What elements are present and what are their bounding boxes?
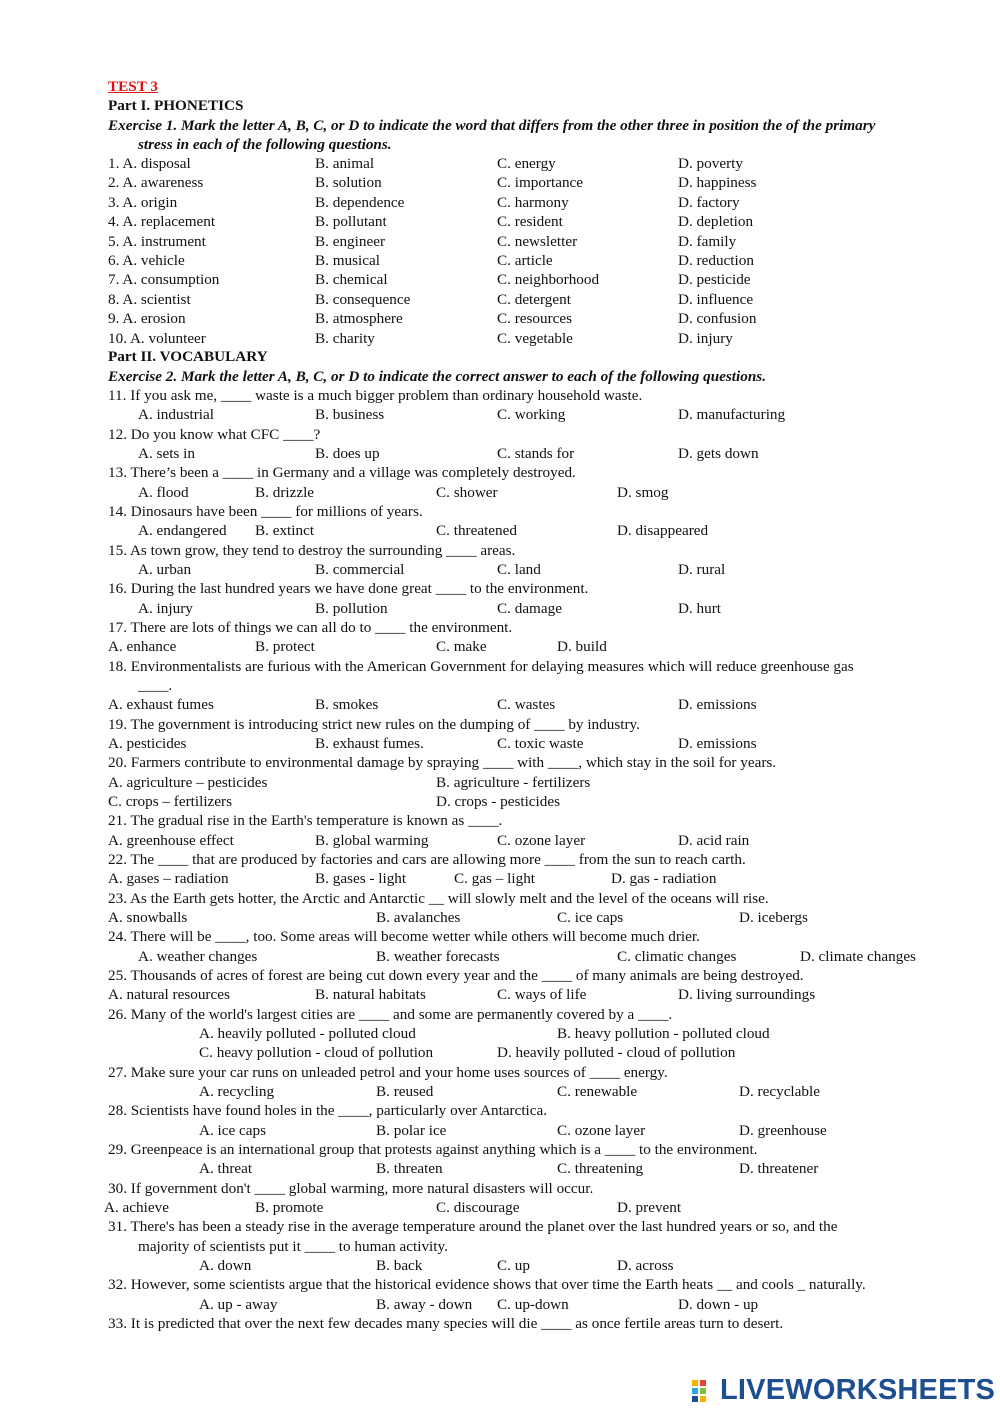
option-a[interactable]: A. achieve: [104, 1199, 169, 1216]
option-c[interactable]: C. climatic changes: [617, 948, 737, 965]
exercise1-instruction: Exercise 1. Mark the letter A, B, C, or D to indicate the word that differs from the other three in position the of the primary: [108, 117, 876, 134]
option-b[interactable]: B. consequence: [315, 290, 411, 308]
option-c[interactable]: C. land: [497, 561, 541, 578]
option-c[interactable]: C. up-down: [497, 1296, 569, 1313]
option-a[interactable]: A. heavily polluted - polluted cloud: [199, 1025, 416, 1042]
options-18: [108, 695, 960, 714]
option-a[interactable]: A. gases – radiation: [108, 870, 229, 887]
part2-heading: Part II. VOCABULARY: [108, 348, 268, 365]
options-16: [108, 599, 960, 618]
option-b[interactable]: B. engineer: [315, 232, 386, 250]
option-a[interactable]: A. sets in: [138, 445, 195, 462]
option-c[interactable]: C. damage: [497, 600, 562, 617]
question-12: 12. Do you know what CFC ____?: [108, 426, 321, 443]
option-d[interactable]: D. emissions: [678, 735, 757, 752]
option-a[interactable]: A. threat: [199, 1160, 253, 1177]
option-c[interactable]: C. energy: [497, 155, 556, 172]
phonetics-row-1: [108, 154, 960, 173]
option-b[interactable]: B. dependence: [315, 193, 405, 211]
phonetics-row-6: [108, 251, 960, 270]
option-d[interactable]: D. reduction: [678, 252, 754, 269]
options-25: [108, 985, 960, 1004]
option-c[interactable]: C. harmony: [497, 193, 569, 211]
option-c[interactable]: C. heavy pollution - cloud of pollution: [199, 1044, 434, 1061]
option-c[interactable]: C. working: [497, 406, 566, 423]
option-c[interactable]: C. shower: [436, 484, 498, 501]
option-d[interactable]: D. crops - pesticides: [436, 793, 560, 810]
option-c[interactable]: C. stands for: [497, 445, 575, 462]
part1-heading: Part I. PHONETICS: [108, 97, 244, 114]
option-b[interactable]: B. protect: [255, 638, 315, 655]
option-b[interactable]: B. animal: [315, 155, 375, 172]
options-31: [108, 1256, 960, 1275]
option-d[interactable]: D. acid rain: [678, 832, 750, 849]
phonetics-row-4: [108, 212, 960, 231]
option-a[interactable]: 10. A. volunteer: [108, 329, 206, 347]
options-26-ab: [108, 1024, 960, 1043]
options-12: [108, 444, 960, 463]
option-d[interactable]: D. pesticide: [678, 271, 751, 289]
option-a[interactable]: A. down: [199, 1257, 252, 1274]
option-b[interactable]: B. pollutant: [315, 213, 387, 231]
option-d[interactable]: D. recyclable: [739, 1083, 820, 1100]
option-c[interactable]: C. ways of life: [497, 986, 587, 1003]
phonetics-row-9: [108, 309, 960, 328]
option-d[interactable]: D. living surroundings: [678, 986, 816, 1003]
option-b[interactable]: B. charity: [315, 329, 375, 347]
option-c[interactable]: C. toxic waste: [497, 735, 584, 752]
option-b[interactable]: B. extinct: [255, 522, 315, 539]
option-b[interactable]: B. heavy pollution - polluted cloud: [557, 1025, 770, 1042]
test-title: TEST 3: [108, 78, 158, 95]
option-c[interactable]: C. newsletter: [497, 232, 578, 250]
option-b[interactable]: B. business: [315, 406, 385, 423]
liveworksheets-logo-icon: [692, 1376, 716, 1404]
option-a[interactable]: 9. A. erosion: [108, 310, 186, 328]
option-b[interactable]: B. reused: [376, 1083, 434, 1100]
option-b[interactable]: B. exhaust fumes.: [315, 735, 424, 752]
question-21: 21. The gradual rise in the Earth's temperature is known as ____.: [108, 812, 503, 829]
option-c[interactable]: C. crops – fertilizers: [108, 793, 232, 810]
options-32: [108, 1295, 960, 1314]
question-11: 11. If you ask me, ____ waste is a much bigger problem than ordinary household waste.: [108, 387, 643, 404]
question-15: 15. As town grow, they tend to destroy the surrounding ____ areas.: [108, 542, 516, 559]
option-d[interactable]: D. climate changes: [800, 948, 916, 965]
option-d[interactable]: D. manufacturing: [678, 406, 786, 423]
option-a[interactable]: 4. A. replacement: [108, 213, 216, 231]
option-d[interactable]: D. factory: [678, 193, 740, 211]
option-c[interactable]: C. wastes: [497, 696, 556, 713]
question-18: 18. Environmentalists are furious with the American Government for delaying measures which will reduce greenhouse gas: [108, 658, 854, 675]
option-d[interactable]: D. influence: [678, 290, 754, 308]
option-a[interactable]: A. greenhouse effect: [108, 832, 234, 849]
options-29: [108, 1159, 960, 1178]
option-d[interactable]: D. emissions: [678, 696, 757, 713]
option-c[interactable]: C. up: [497, 1257, 530, 1274]
option-c[interactable]: C. discourage: [436, 1199, 520, 1216]
option-b[interactable]: B. pollution: [315, 600, 388, 617]
option-a[interactable]: A. endangered: [138, 522, 227, 539]
question-32: 32. However, some scientists argue that the historical evidence shows that over time the Earth heats __ and cools _ naturally.: [108, 1276, 866, 1293]
option-d[interactable]: D. prevent: [617, 1199, 682, 1216]
question-20: 20. Farmers contribute to environmental damage by spraying ____ with ____, which stay in the soil for years.: [108, 754, 777, 771]
question-19: 19. The government is introducing strict new rules on the dumping of ____ by industry.: [108, 716, 640, 733]
option-a[interactable]: A. up - away: [199, 1296, 278, 1313]
option-c[interactable]: C. resources: [497, 310, 573, 328]
option-a[interactable]: A. ice caps: [199, 1122, 267, 1139]
option-d[interactable]: D. rural: [678, 561, 726, 578]
option-b[interactable]: B. drizzle: [255, 484, 315, 501]
option-a[interactable]: 1. A. disposal: [108, 155, 191, 172]
question-24: 24. There will be ____, too. Some areas will become wetter while others will become much drier.: [108, 928, 700, 945]
option-a[interactable]: 2. A. awareness: [108, 174, 204, 192]
exercise2-instruction: Exercise 2. Mark the letter A, B, C, or D to indicate the correct answer to each of the following questions.: [108, 368, 766, 385]
option-a[interactable]: A. weather changes: [138, 948, 258, 965]
options-14: [108, 521, 960, 540]
option-c[interactable]: C. vegetable: [497, 329, 573, 347]
options-28: [108, 1121, 960, 1140]
option-b[interactable]: B. smokes: [315, 696, 379, 713]
options-15: [108, 560, 960, 579]
option-d[interactable]: D. happiness: [678, 174, 757, 192]
option-b[interactable]: B. global warming: [315, 832, 429, 849]
option-d[interactable]: D. depletion: [678, 213, 754, 231]
options-22: [108, 869, 960, 888]
option-c[interactable]: C. make: [436, 638, 487, 655]
phonetics-row-2: [108, 173, 960, 192]
question-18-cont: ____.: [138, 677, 173, 694]
question-27: 27. Make sure your car runs on unleaded petrol and your home uses sources of ____ energy.: [108, 1064, 668, 1081]
option-a[interactable]: A. recycling: [199, 1083, 275, 1100]
exercise1-instruction-cont: stress in each of the following questions.: [138, 136, 392, 153]
options-13: [108, 483, 960, 502]
option-d[interactable]: D. injury: [678, 329, 733, 347]
option-a[interactable]: 5. A. instrument: [108, 232, 206, 250]
question-33: 33. It is predicted that over the next few decades many species will die ____ as once fertile areas turn to desert.: [108, 1315, 784, 1332]
option-d[interactable]: D. heavily polluted - cloud of pollution: [497, 1044, 736, 1061]
option-d[interactable]: D. threatener: [739, 1160, 819, 1177]
option-b[interactable]: B. chemical: [315, 271, 388, 289]
option-c[interactable]: C. threatened: [436, 522, 517, 539]
options-19: [108, 734, 960, 753]
option-a[interactable]: 6. A. vehicle: [108, 252, 185, 269]
option-d[interactable]: D. smog: [617, 484, 669, 501]
option-a[interactable]: A. agriculture – pesticides: [108, 774, 268, 791]
option-d[interactable]: D. hurt: [678, 600, 722, 617]
phonetics-row-3: [108, 193, 960, 212]
option-c[interactable]: C. detergent: [497, 290, 571, 308]
option-a[interactable]: A. pesticides: [108, 735, 187, 752]
question-31-cont: majority of scientists put it ____ to human activity.: [138, 1238, 448, 1255]
option-a[interactable]: 8. A. scientist: [108, 290, 191, 308]
question-29: 29. Greenpeace is an international group that protests against anything which is a ____ to the environment.: [108, 1141, 758, 1158]
phonetics-row-5: [108, 232, 960, 251]
option-c[interactable]: C. resident: [497, 213, 563, 231]
option-b[interactable]: B. avalanches: [376, 909, 461, 926]
option-d[interactable]: D. family: [678, 232, 737, 250]
option-b[interactable]: B. atmosphere: [315, 310, 403, 328]
option-b[interactable]: B. commercial: [315, 561, 405, 578]
option-a[interactable]: A. industrial: [138, 406, 214, 423]
option-b[interactable]: B. natural habitats: [315, 986, 426, 1003]
option-a[interactable]: A. flood: [138, 484, 189, 501]
options-20-ab: [108, 773, 960, 792]
option-b[interactable]: B. agriculture - fertilizers: [436, 774, 591, 791]
option-a[interactable]: A. natural resources: [108, 986, 230, 1003]
option-d[interactable]: D. gets down: [678, 445, 759, 462]
options-11: [108, 405, 960, 424]
option-d[interactable]: D. down - up: [678, 1296, 759, 1313]
option-d[interactable]: D. poverty: [678, 155, 743, 172]
option-d[interactable]: D. greenhouse: [739, 1122, 827, 1139]
option-d[interactable]: D. gas - radiation: [611, 870, 717, 887]
option-c[interactable]: C. ice caps: [557, 909, 624, 926]
options-21: [108, 831, 960, 850]
option-b[interactable]: B. threaten: [376, 1160, 443, 1177]
option-d[interactable]: D. disappeared: [617, 522, 709, 539]
option-c[interactable]: C. renewable: [557, 1083, 638, 1100]
option-b[interactable]: B. polar ice: [376, 1122, 447, 1139]
question-17: 17. There are lots of things we can all do to ____ the environment.: [108, 619, 513, 636]
question-30: 30. If government don't ____ global warming, more natural disasters will occur.: [108, 1180, 594, 1197]
option-a[interactable]: A. enhance: [108, 638, 177, 655]
liveworksheets-logo: [692, 1375, 995, 1405]
option-c[interactable]: C. threatening: [557, 1160, 644, 1177]
option-b[interactable]: B. away - down: [376, 1296, 473, 1313]
phonetics-row-8: [108, 290, 960, 309]
option-b[interactable]: B. back: [376, 1257, 423, 1274]
question-31: 31. There's has been a steady rise in the average temperature around the planet over the last hundred years or so, and the: [108, 1218, 838, 1235]
option-c[interactable]: C. ozone layer: [557, 1122, 646, 1139]
options-27: [108, 1082, 960, 1101]
question-23: 23. As the Earth gets hotter, the Arctic and Antarctic __ will slowly melt and the level of the oceans will rise.: [108, 890, 769, 907]
option-b[interactable]: B. gases - light: [315, 870, 407, 887]
option-a[interactable]: 7. A. consumption: [108, 271, 220, 289]
question-22: 22. The ____ that are produced by factories and cars are allowing more ____ from the sun to reach carth.: [108, 851, 746, 868]
option-c[interactable]: C. ozone layer: [497, 832, 586, 849]
question-26: 26. Many of the world's largest cities are ____ and some are permanently covered by a ____.: [108, 1006, 673, 1023]
option-a[interactable]: 3. A. origin: [108, 193, 178, 211]
options-30: [104, 1198, 960, 1217]
question-28: 28. Scientists have found holes in the ____, particularly over Antarctica.: [108, 1102, 548, 1119]
option-b[interactable]: B. promote: [255, 1199, 324, 1216]
option-d[interactable]: D. build: [557, 638, 607, 655]
option-d[interactable]: D. across: [617, 1257, 674, 1274]
option-a[interactable]: A. injury: [138, 600, 193, 617]
liveworksheets-wordmark: LIVEWORKSHEETS: [720, 1373, 996, 1406]
question-25: 25. Thousands of acres of forest are being cut down every year and the ____ of many animals are being destroyed.: [108, 967, 804, 984]
option-a[interactable]: A. exhaust fumes: [108, 696, 214, 713]
options-17: [108, 637, 960, 656]
options-24: [108, 947, 960, 966]
options-26-cd: [108, 1043, 960, 1062]
option-d[interactable]: D. confusion: [678, 310, 757, 328]
options-23: [108, 908, 960, 927]
option-c[interactable]: C. neighborhood: [497, 271, 600, 289]
phonetics-row-10: [108, 329, 960, 348]
option-b[interactable]: B. does up: [315, 445, 380, 462]
option-a[interactable]: A. urban: [138, 561, 192, 578]
option-b[interactable]: B. musical: [315, 252, 380, 269]
option-a[interactable]: A. snowballs: [108, 909, 188, 926]
options-20-cd: [108, 792, 960, 811]
option-d[interactable]: D. icebergs: [739, 909, 808, 926]
option-c[interactable]: C. gas – light: [454, 870, 536, 887]
phonetics-row-7: [108, 270, 960, 289]
option-c[interactable]: C. article: [497, 252, 553, 269]
option-c[interactable]: C. importance: [497, 174, 584, 192]
option-b[interactable]: B. solution: [315, 174, 382, 192]
question-13: 13. There’s been a ____ in Germany and a village was completely destroyed.: [108, 464, 576, 481]
question-16: 16. During the last hundred years we have done great ____ to the environment.: [108, 580, 589, 597]
question-14: 14. Dinosaurs have been ____ for millions of years.: [108, 503, 423, 520]
option-b[interactable]: B. weather forecasts: [376, 948, 500, 965]
